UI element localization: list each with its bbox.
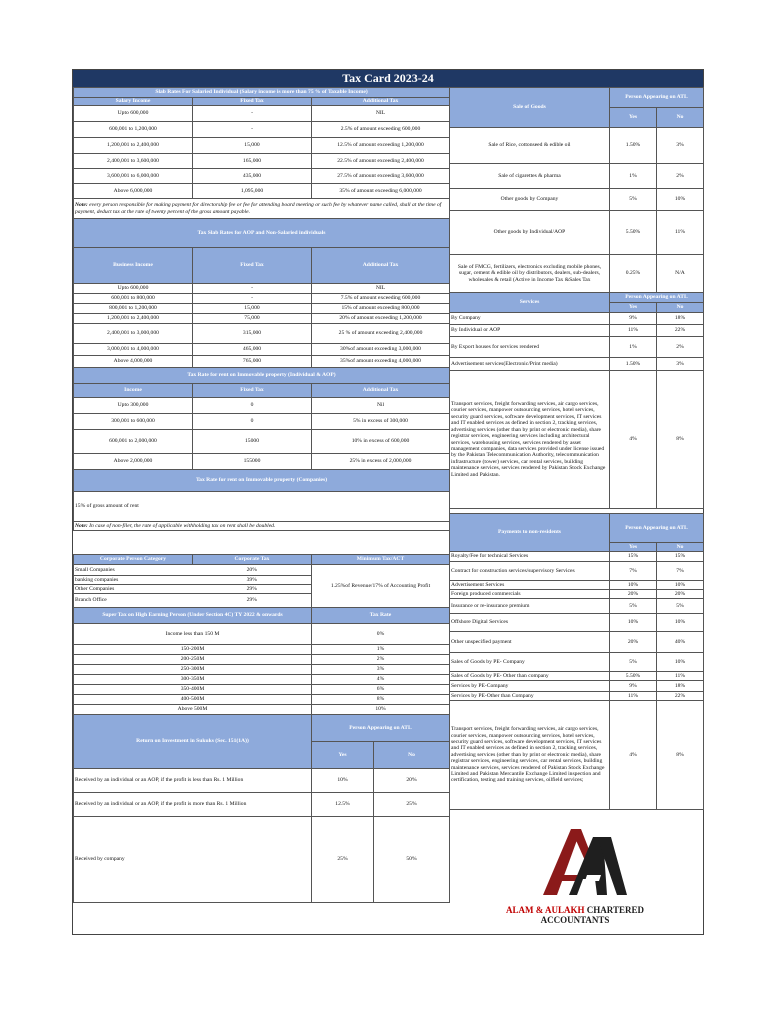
col-header: Yes: [312, 742, 374, 769]
cell: 1,200,001 to 2,400,000: [74, 314, 193, 324]
cell: 22.5% of amount exceeding 2,400,000: [312, 154, 450, 169]
cell: 10%: [657, 614, 704, 632]
firm-subtitle: ACCOUNTANTS: [540, 915, 610, 925]
cell: Advertisement Services: [450, 581, 610, 590]
col-header: No: [657, 108, 704, 128]
cell: Nil: [312, 398, 450, 414]
cell: 20%: [193, 565, 312, 576]
cell: 22%: [657, 692, 704, 701]
cell: Other goods by Company: [450, 189, 610, 211]
col-header: Fixed Tax: [193, 98, 312, 106]
col-header: Tax Rate: [312, 608, 450, 624]
cell: 40%: [657, 632, 704, 653]
cell: Above 2,000,000: [74, 454, 193, 470]
cell: Upto 600,000: [74, 284, 193, 294]
cell: 465,000: [193, 344, 312, 356]
col-header: Business Income: [74, 248, 193, 284]
cell: Branch Office: [74, 594, 193, 608]
cell: 3%: [312, 665, 450, 675]
cell: 4%: [610, 701, 657, 810]
cell: 600,001 to 2,000,000: [74, 430, 193, 454]
cell: Services by PE-Other than Company: [450, 692, 610, 701]
cell: banking companies: [74, 576, 193, 585]
col-header: Fixed Tax: [193, 248, 312, 284]
cell: 15%: [657, 552, 704, 562]
cell: 20%: [610, 632, 657, 653]
cell: 5%: [610, 653, 657, 672]
cell: 18%: [657, 313, 704, 325]
cell: NIL: [312, 106, 450, 122]
col-header: Yes: [610, 543, 657, 552]
cell: By Individual or AOP: [450, 325, 610, 337]
col-header: Yes: [610, 303, 657, 313]
cell: 1,095,000: [193, 184, 312, 199]
cell: 18%: [657, 681, 704, 692]
cell: 11%: [610, 325, 657, 337]
col-header: No: [657, 543, 704, 552]
cell: 20%: [610, 590, 657, 599]
cell: 30%of amount exceeding 3,000,000: [312, 344, 450, 356]
col-header: Fixed Tax: [193, 384, 312, 398]
cell: 5.50%: [610, 672, 657, 681]
cell: 2.5% of amount exceeding 600,000: [312, 122, 450, 138]
cell: Insurance or re-insurance premium: [450, 599, 610, 614]
cell: 2,400,001 to 3,600,000: [74, 154, 193, 169]
cell: 165,000: [193, 154, 312, 169]
cell: NIL: [312, 284, 450, 294]
cell: 35%of amount exceeding 4,000,000: [312, 356, 450, 368]
firm-logo-icon: [447, 823, 703, 903]
cell: 0.25%: [610, 255, 657, 293]
cell: 3%: [657, 358, 704, 371]
cell: Transport services, freight forwarding services, air cargo services, courier services, manpower outsourcing services, hotel services, security guard services, software development services, IT services and IT enabled services as defined in section 2, tracking services, advertising services (other than by print or electronic media), share registrar services, engineering services including architectural services, warehousing services, services rendered by asset management companies, data services provided under license issued by the Pakistan Telecommunication Authority, telecommunication infrastructure (tower) services, car rental services, building maintenance services, services rendered by Pakistan Stock Exchange Limited and Pakistan.: [450, 371, 610, 509]
cell: 11%: [610, 692, 657, 701]
col-header: Person Appearing on ATL: [610, 293, 704, 303]
cell: 3,000,001 to 4,000,000: [74, 344, 193, 356]
cell: 2%: [657, 164, 704, 189]
cell: 20%: [374, 769, 450, 793]
cell: Offshore Digital Services: [450, 614, 610, 632]
cell: Sale of cigarettes & pharma: [450, 164, 610, 189]
cell: 5% in excess of 300,000: [312, 414, 450, 430]
cell: -: [193, 106, 312, 122]
cell: 315,000: [193, 324, 312, 344]
cell: 800,001 to 1,200,000: [74, 304, 193, 314]
cell: 400-500M: [74, 695, 312, 705]
cell: 5.50%: [610, 211, 657, 255]
col-header: No: [374, 742, 450, 769]
col-header: Person Appearing on ATL: [610, 88, 704, 108]
goods-heading: Sale of Goods: [450, 88, 610, 128]
cell: 7%: [610, 562, 657, 581]
page-title: Tax Card 2023-24: [73, 70, 703, 87]
sukuk-heading: Return on Investment in Sukuks (Sec. 151(1A)): [74, 715, 312, 769]
cell: 155000: [193, 454, 312, 470]
cell: 5%: [610, 189, 657, 211]
cell: Other unspecified payment: [450, 632, 610, 653]
cell: 5%: [657, 599, 704, 614]
cell: 0: [193, 398, 312, 414]
cell: 35% of amount exceeding 6,000,000: [312, 184, 450, 199]
cell: 7.5% of amount exceeding 600,000: [312, 294, 450, 304]
cell: 7%: [657, 562, 704, 581]
cell: 15% of amount exceeding 800,000: [312, 304, 450, 314]
cell: 10%: [610, 614, 657, 632]
col-header: Yes: [610, 108, 657, 128]
firm-name: [447, 905, 703, 915]
cell: Received by an individual or an AOP, if the profit is more than Rs. 1 Million: [74, 793, 312, 817]
note-label: Note:: [75, 202, 88, 209]
cell: Services by PE-Company: [450, 681, 610, 692]
firm-logo-area: [447, 823, 703, 935]
cell: 10%: [657, 189, 704, 211]
cell: 8%: [312, 695, 450, 705]
cell: Sales of Goods by PE- Other than company: [450, 672, 610, 681]
cell: Above 500M: [74, 705, 312, 715]
cell: Received by company: [74, 817, 312, 903]
cell: 25% in excess of 2,000,000: [312, 454, 450, 470]
cell: 10% in excess of 600,000: [312, 430, 450, 454]
cell: 600,001 to 800,000: [74, 294, 193, 304]
col-header: Person Appearing on ATL: [312, 715, 450, 742]
cell: 200-250M: [74, 655, 312, 665]
col-header: Minimum Tax/ACT: [312, 555, 450, 565]
super-heading: Super Tax on High Earning Person (Under Section 4C) TY 2022 & onwards: [74, 608, 312, 624]
corporate-table: [73, 554, 450, 903]
cell: 12.5% of amount exceeding 1,200,000: [312, 138, 450, 154]
nonres-heading: Payments to non-residents: [450, 514, 610, 552]
cell: 150-200M: [74, 645, 312, 655]
cell: 10%: [312, 705, 450, 715]
goods-table: [449, 87, 704, 509]
cell: 1%: [610, 164, 657, 189]
cell: 50%: [374, 817, 450, 903]
tax-card: [72, 69, 704, 935]
cell: 10%: [610, 581, 657, 590]
salaried-table: [73, 87, 450, 531]
cell: Sales of Goods by PE- Company: [450, 653, 610, 672]
rent-note: [74, 522, 450, 531]
cell: 39%: [193, 576, 312, 585]
cell: 15,000: [193, 138, 312, 154]
cell: 2,400,001 to 3,000,000: [74, 324, 193, 344]
cell: 25%: [312, 817, 374, 903]
cell: 435,000: [193, 169, 312, 184]
cell: 15%: [610, 552, 657, 562]
cell: 10%: [657, 653, 704, 672]
cell: 29%: [193, 594, 312, 608]
cell: 2%: [657, 337, 704, 358]
cell: 1.50%: [610, 128, 657, 164]
cell: Foreign produced commercials: [450, 590, 610, 599]
minimum-tax: 1.25%of Revenue/17% of Accounting Profit: [312, 565, 450, 608]
note-label: Note:: [75, 522, 88, 529]
cell: 10%: [657, 581, 704, 590]
cell: Above 4,000,000: [74, 356, 193, 368]
cell: 5%: [610, 599, 657, 614]
cell: 12.5%: [312, 793, 374, 817]
cell: 250-300M: [74, 665, 312, 675]
cell: By Export houses for services rendered: [450, 337, 610, 358]
col-header: Income: [74, 384, 193, 398]
cell: 300-350M: [74, 675, 312, 685]
cell: 300,001 to 600,000: [74, 414, 193, 430]
col-header: Corporate Person Category: [74, 555, 193, 565]
cell: 600,001 to 1,200,000: [74, 122, 193, 138]
cell: 1.50%: [610, 358, 657, 371]
cell: 75,000: [193, 314, 312, 324]
cell: Sale of Rice, cottonseed & edible oil: [450, 128, 610, 164]
cell: 1,200,001 to 2,400,000: [74, 138, 193, 154]
firm-name-dark: CHARTERED: [584, 905, 644, 915]
services-heading: Services: [450, 293, 610, 313]
note-text: In case of non-filer, the rate of applicable withholding tax on rent shall be doubled.: [87, 522, 276, 529]
cell: 765,000: [193, 356, 312, 368]
cell: 3,600,001 to 6,000,000: [74, 169, 193, 184]
cell: 25%: [374, 793, 450, 817]
firm-name-red: ALAM & AULAKH: [506, 905, 585, 915]
col-header: Corporate Tax: [193, 555, 312, 565]
cell: Other Companies: [74, 585, 193, 594]
rent-company-heading: Tax Rate for rent on Immovable property (Companies): [74, 470, 450, 492]
cell: 25 % of amount exceeding 2,400,000: [312, 324, 450, 344]
rent-heading: Tax Rate for rent on Immovable property (Individual & AOP): [74, 368, 450, 384]
cell: 11%: [657, 672, 704, 681]
cell: 20%: [657, 590, 704, 599]
cell: Advertisement services(Electronic/Print media): [450, 358, 610, 371]
cell: Contract for construction services/supervisory Services: [450, 562, 610, 581]
cell: 11%: [657, 211, 704, 255]
cell: 15,000: [193, 304, 312, 314]
nonresidents-table: [449, 513, 704, 810]
col-header: Salary Income: [74, 98, 193, 106]
cell: 8%: [657, 701, 704, 810]
cell: Income less than 150 M: [74, 624, 312, 645]
cell: 1%: [610, 337, 657, 358]
cell: Transport services, freight forwarding services, air cargo services, courier services, manpower outsourcing services, hotel services, security guard services, software development services, IT services and IT enabled services as defined in section 2, tracking services, advertising services (other than by print or electronic media), share registrar services, engineering services, car rental services, building maintenance services, services rendered of Pakistan Stock Exchange Limited and Pakistan Mercantile Exchange Limited inspection and certification, testing and training services, oilfield services;: [450, 701, 610, 810]
cell: -: [193, 284, 312, 294]
col-header: Additional Tax: [312, 384, 450, 398]
cell: Above 6,000,000: [74, 184, 193, 199]
cell: 2%: [312, 655, 450, 665]
cell: 10%: [312, 769, 374, 793]
cell: N/A: [657, 255, 704, 293]
cell: 0: [193, 414, 312, 430]
cell: 0%: [312, 624, 450, 645]
note-text: every person responsible for making payment for directorship fee or fee for attending board meeting or such fee by whatever name called, shall at the time of payment, deduct tax at the rate of twenty percent of the gross amount payable.: [75, 202, 442, 215]
cell: 15000: [193, 430, 312, 454]
cell: 4%: [312, 675, 450, 685]
cell: 3%: [657, 128, 704, 164]
cell: By Company: [450, 313, 610, 325]
cell: 4%: [610, 371, 657, 509]
cell: 1%: [312, 645, 450, 655]
cell: 22%: [657, 325, 704, 337]
col-header: Additional Tax: [312, 98, 450, 106]
cell: 9%: [610, 313, 657, 325]
cell: Received by an individual or an AOP, if the profit is less than Rs. 1 Million: [74, 769, 312, 793]
cell: 20% of amount exceeding 1,200,000: [312, 314, 450, 324]
col-header: Additional Tax: [312, 248, 450, 284]
cell: 29%: [193, 585, 312, 594]
cell: 27.5% of amount exceeding 3,600,000: [312, 169, 450, 184]
cell: Royalty/Fee for technical Services: [450, 552, 610, 562]
cell: Small Companies: [74, 565, 193, 576]
cell: 6%: [312, 685, 450, 695]
salaried-heading: Slab Rates For Salaried Individual (Salary income is more than 75 % of Taxable Income): [74, 88, 450, 98]
cell: Upto 300,000: [74, 398, 193, 414]
rent-company-text: 15% of gross amount of rent: [74, 492, 450, 522]
aop-heading: Tax Slab Rates for AOP and Non-Salaried individuals: [74, 219, 450, 248]
cell: -: [193, 122, 312, 138]
cell: 350-400M: [74, 685, 312, 695]
col-header: No: [657, 303, 704, 313]
cell: Other goods by Individual/AOP: [450, 211, 610, 255]
cell: 9%: [610, 681, 657, 692]
cell: Sale of FMCG, fertilizers, electronics excluding mobile phones, sugar, cement & edible oil by distributors, dealers, sub-dealers, wholesales & retail (Active in Income Tax &Sales Tax: [450, 255, 610, 293]
cell: -: [193, 294, 312, 304]
cell: 8%: [657, 371, 704, 509]
cell: Upto 600,000: [74, 106, 193, 122]
col-header: Person Appearing on ATL: [610, 514, 704, 543]
salaried-note: [74, 199, 450, 219]
